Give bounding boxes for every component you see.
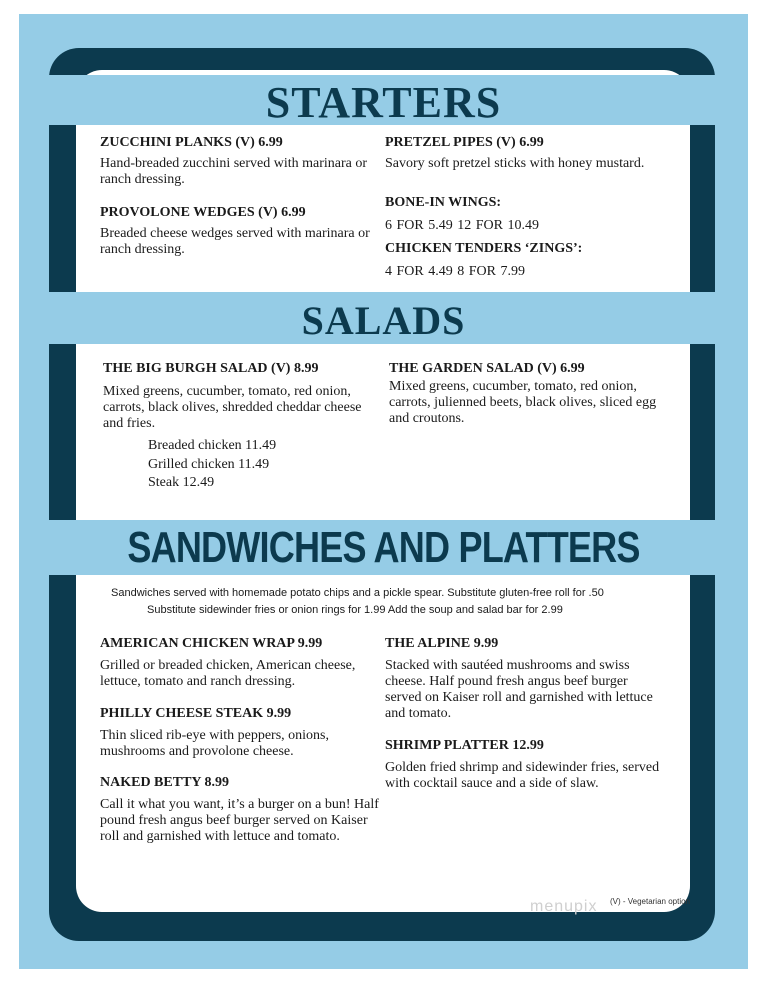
vegetarian-note: (V) - Vegetarian option <box>609 897 690 906</box>
menu-item-tenders-prices: 4 FOR 4.49 8 FOR 7.99 <box>385 264 525 279</box>
starters-band <box>19 75 748 125</box>
salad-option: Steak 12.49 <box>148 475 215 490</box>
starters-heading: STARTERS <box>265 78 502 127</box>
salads-heading: SALADS <box>301 298 466 343</box>
menu-item-wings-prices: 6 FOR 5.49 12 FOR 10.49 <box>385 218 539 233</box>
sandwiches-heading: SANDWICHES AND PLATTERS <box>127 523 640 572</box>
sandwiches-band <box>19 520 748 575</box>
item-name: THE ALPINE 9.99 <box>385 636 499 651</box>
item-name: THE BIG BURGH SALAD (V) 8.99 <box>103 361 319 376</box>
item-description: Grilled or breaded chicken, American cheese, lettuce, tomato and ranch dressing. <box>100 658 356 689</box>
item-name: PHILLY CHEESE STEAK 9.99 <box>100 706 292 721</box>
menu-item-pretzel <box>385 134 655 172</box>
item-description: Breaded cheese wedges served with marinara or ranch dressing. <box>100 226 370 257</box>
item-description: Hand-breaded zucchini served with marinara or ranch dressing. <box>100 156 368 187</box>
item-description: Golden fried shrimp and sidewinder fries, served with cocktail sauce and a side of slaw. <box>385 760 660 791</box>
item-description: Savory soft pretzel sticks with honey mustard. <box>385 156 645 171</box>
item-name: PRETZEL PIPES (V) 6.99 <box>385 135 544 150</box>
menu-item-tenders-name: CHICKEN TENDERS ‘ZINGS’: <box>385 241 583 256</box>
menu-item-garden-salad <box>389 360 667 427</box>
item-description: Mixed greens, cucumber, tomato, red onion, carrots, julienned beets, black olives, sliced egg and croutons. <box>389 379 657 426</box>
sandwich-note-line-1: Sandwiches served with homemade potato chips and a pickle spear. Substitute gluten-free roll for .50 <box>111 587 604 599</box>
salad-option: Breaded chicken 11.49 <box>148 438 277 453</box>
item-name: ZUCCHINI PLANKS (V) 6.99 <box>100 135 283 150</box>
item-name: AMERICAN CHICKEN WRAP 9.99 <box>100 636 323 651</box>
item-name: NAKED BETTY 8.99 <box>100 775 230 790</box>
menu-item-philly <box>100 705 375 760</box>
item-description: Thin sliced rib-eye with peppers, onions, mushrooms and provolone cheese. <box>100 728 330 759</box>
item-description: Call it what you want, it’s a burger on a bun! Half pound fresh angus beef burger served on Kaiser roll and garnished with lettuce and tomato. <box>100 797 379 844</box>
item-description: Stacked with sautéed mushrooms and swiss cheese. Half pound fresh angus beef burger served on Kaiser roll and garnished with lettuce and tomato. <box>385 658 653 721</box>
menu-item-chicken-wrap <box>100 635 375 690</box>
menu-item-wings-name: BONE-IN WINGS: <box>385 195 502 210</box>
watermark: menupix <box>530 898 598 915</box>
item-description: Mixed greens, cucumber, tomato, red onion, carrots, black olives, shredded cheddar cheese and fries. <box>103 384 362 431</box>
menu-item-provolone <box>100 204 375 258</box>
menu-item-alpine <box>385 635 660 722</box>
item-name: PROVOLONE WEDGES (V) 6.99 <box>100 205 306 220</box>
menu-item-shrimp-platter <box>385 737 670 792</box>
sandwich-note-line-2: Substitute sidewinder fries or onion rings for 1.99 Add the soup and salad bar for 2.99 <box>147 604 563 616</box>
salad-option: Grilled chicken 11.49 <box>148 457 270 472</box>
salads-band <box>19 292 748 344</box>
menu-item-big-burgh-salad <box>103 360 381 432</box>
item-name: SHRIMP PLATTER 12.99 <box>385 738 544 753</box>
menu-item-naked-betty <box>100 774 382 845</box>
menu-item-zucchini <box>100 134 375 188</box>
item-name: THE GARDEN SALAD (V) 6.99 <box>389 361 585 376</box>
